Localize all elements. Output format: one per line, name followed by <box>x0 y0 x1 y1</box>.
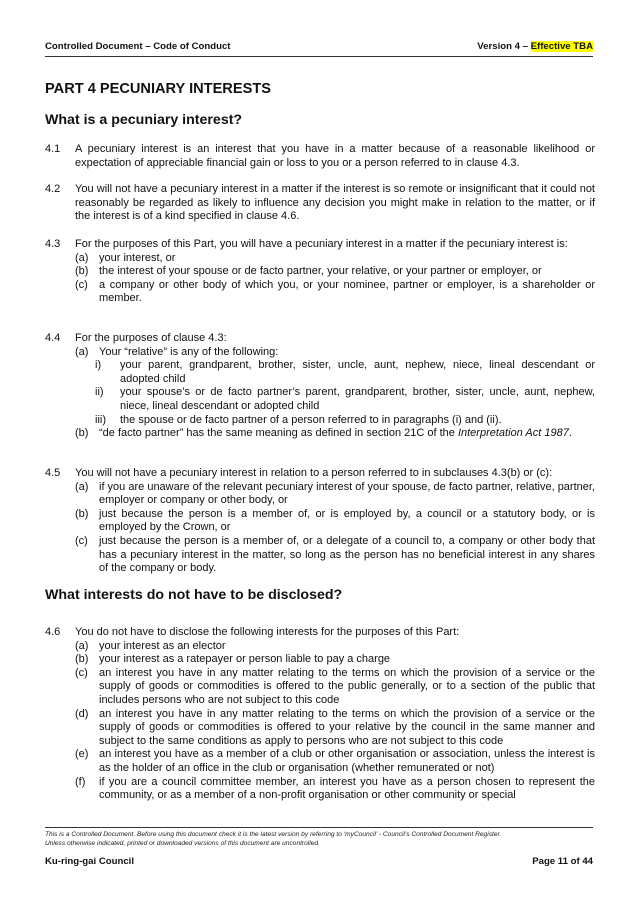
sub-list-item: i) your parent, grandparent, brother, sister, uncle, aunt, nephew, niece, lineal descendant or adopted child <box>95 359 595 385</box>
list-item: (b) just because the person is a member of, or is employed by, a council or a statutory body, or is employed by the Crown, or <box>75 507 595 534</box>
act-name: Interpretation Act 1987 <box>457 427 569 440</box>
clause-4-4 <box>45 332 595 441</box>
version-status-highlight: Effective TBA <box>530 41 593 52</box>
list-item: (f) if you are a council committee member, an interest you have as a person chosen to represent the community, or as a member of a non-profit organisation or other community or special <box>75 775 595 802</box>
clause-number: 4.3 <box>45 238 61 250</box>
clause-number: 4.2 <box>45 183 61 195</box>
clause-number: 4.5 <box>45 467 61 479</box>
list-item: (b) “de facto partner” has the same meaning as defined in section 21C of the Interpretation Act 1987. <box>75 427 572 440</box>
list-item: (b) your interest as a ratepayer or person liable to pay a charge <box>75 653 391 666</box>
sub-list-item: ii) your spouse’s or de facto partner’s parent, grandparent, brother, sister, uncle, aunt, nephew, niece, lineal descendant or adopted child <box>95 386 595 412</box>
sub-list-item: iii) the spouse or de facto partner of a person referred to in paragraphs (i) and (ii). <box>95 413 502 426</box>
clause-number: 4.1 <box>45 143 61 155</box>
clause-number: 4.6 <box>45 626 61 638</box>
list-item: (a) if you are unaware of the relevant pecuniary interest of your spouse, de facto partner, relative, partner, employer or company or other body, or <box>75 480 595 507</box>
list-item: (e) an interest you have as a member of a club or other organisation or association, unless the interest is as the holder of an office in the club or organisation (whether remunerated or not) <box>75 748 595 774</box>
notice-line: This is a Controlled Document. Before using this document check it is the latest version by referring to ‘myCouncil’ - Council’s Controlled Document Register. <box>45 831 502 838</box>
document-title: Controlled Document – Code of Conduct <box>45 41 231 52</box>
page-header <box>45 38 593 57</box>
page-number: Page 11 of 44 <box>532 856 593 867</box>
clause-text: For the purposes of this Part, you will have a pecuniary interest in a matter if the pecuniary interest is: <box>75 238 568 250</box>
section-heading-pecuniary: What is a pecuniary interest? <box>45 112 243 128</box>
clause-text: You do not have to disclose the following interests for the purposes of this Part: <box>75 626 460 638</box>
version-prefix: Version 4 – <box>477 41 531 52</box>
notice-line: Unless otherwise indicated, printed or downloaded versions of this document are uncontrolled. <box>45 839 320 847</box>
clause-number: 4.4 <box>45 332 61 344</box>
clause-4-6 <box>45 626 595 803</box>
clause-4-3 <box>45 238 595 306</box>
list-item: (c) an interest you have in any matter relating to the terms on which the provision of a service or the supply of goods or commodities is offered to the public generally, or to a section of the public that includes persons who are not subject to this code <box>75 666 595 706</box>
list-item: (b) the interest of your spouse or de facto partner, your relative, or your partner or employer, or <box>75 265 542 278</box>
clause-text: For the purposes of clause 4.3: <box>75 332 227 344</box>
clause-text: You will not have a pecuniary interest in a matter if the interest is so remote or insignificant that it could not reasonably be regarded as likely to influence any decision you might make in relation to the matter, or if the interest is of a kind specified in clause 4.6. <box>75 183 595 223</box>
list-item: (d) an interest you have in any matter relating to the terms on which the provision of a service or the supply of goods or commodities is offered to your relative by the council in the same manner and subject to the same conditions as apply to persons who are not subject to this code <box>75 707 595 747</box>
clause-text: A pecuniary interest is an interest that you have in a matter because of a reasonable likelihood or expectation of appreciable financial gain or loss to you or a person referred to in clause 4.3. <box>75 143 595 169</box>
section-heading-not-disclosed: What interests do not have to be disclosed? <box>45 587 343 603</box>
organisation-name: Ku-ring-gai Council <box>45 856 134 867</box>
list-item: (a) your interest, or <box>75 251 176 264</box>
list-item: (a) Your “relative” is any of the following: <box>75 345 279 358</box>
controlled-document-notice <box>45 831 593 848</box>
list-item: (c) just because the person is a member of, or a delegate of a council to, a company or other body that has a pecuniary interest in the matter, so long as the person has no beneficial interest in any shares of the company or body. <box>75 534 595 575</box>
clause-4-2 <box>45 183 595 224</box>
clause-text: You will not have a pecuniary interest in relation to a person referred to in subclauses 4.3(b) or (c): <box>75 467 553 479</box>
footer-divider <box>45 827 593 828</box>
list-item: (c) a company or other body of which you, or your nominee, partner or employer, is a shareholder or member. <box>75 278 595 305</box>
list-item: (a) your interest as an elector <box>75 639 226 652</box>
version-label <box>477 41 593 52</box>
clause-4-5 <box>45 467 595 576</box>
clause-4-1 <box>45 143 595 170</box>
part-title: PART 4 PECUNIARY INTERESTS <box>45 81 271 97</box>
